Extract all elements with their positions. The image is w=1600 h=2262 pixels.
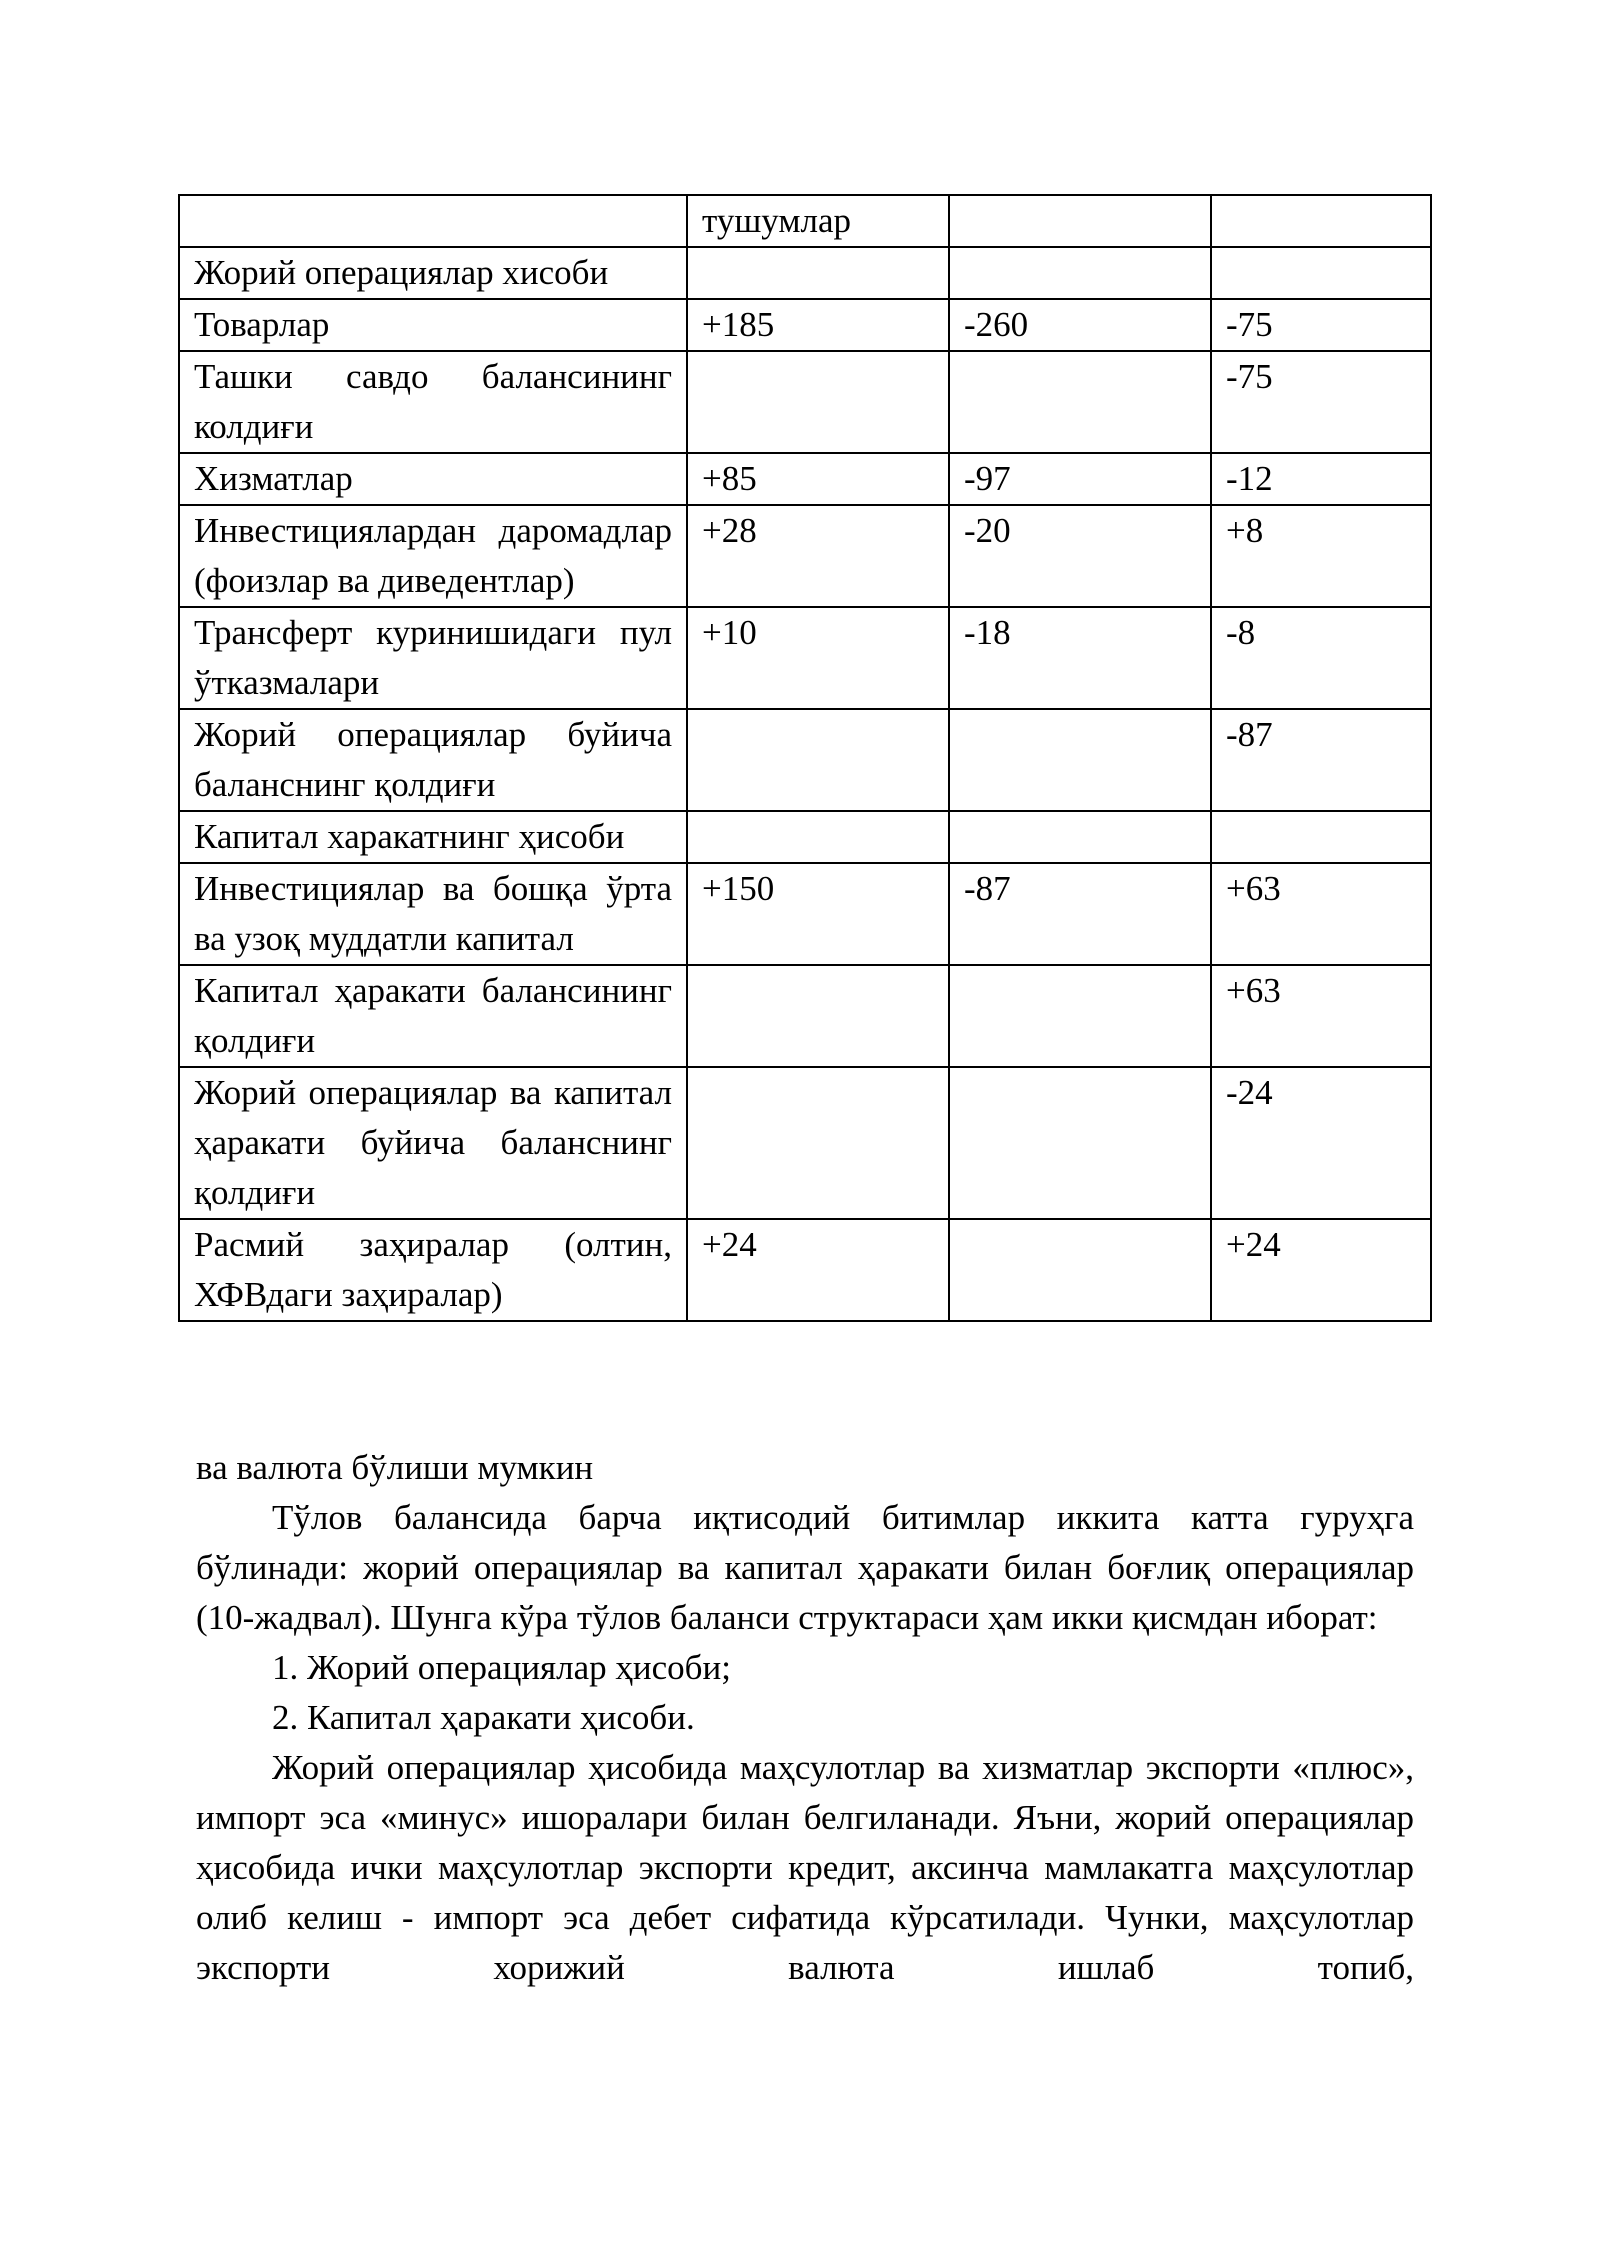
cell-payments — [949, 195, 1211, 247]
row-label: Инвестициялар ва бошқа ўрта ва узоқ муддатли капитал — [179, 863, 687, 965]
row-label: Капитал харакатнинг ҳисоби — [179, 811, 687, 863]
row-label: Хизматлар — [179, 453, 687, 505]
table-row — [179, 247, 1431, 299]
cell-receipts: +10 — [687, 607, 949, 709]
cell-payments: -260 — [949, 299, 1211, 351]
cell-payments: -97 — [949, 453, 1211, 505]
table-row — [179, 505, 1431, 607]
list-item: 2. Капитал ҳаракати ҳисоби. — [272, 1698, 695, 1737]
row-label: Товарлар — [179, 299, 687, 351]
cell-payments — [949, 709, 1211, 811]
cell-payments — [949, 811, 1211, 863]
cell-balance: -8 — [1211, 607, 1431, 709]
table-row — [179, 709, 1431, 811]
table-row — [179, 1219, 1431, 1321]
row-label: Трансферт куринишидаги пул ўтказмалари — [179, 607, 687, 709]
table-row — [179, 607, 1431, 709]
cell-receipts — [687, 1067, 949, 1219]
table-row — [179, 453, 1431, 505]
cell-payments — [949, 1219, 1211, 1321]
row-label: Ташки савдо балансининг колдиғи — [179, 351, 687, 453]
cell-balance: -24 — [1211, 1067, 1431, 1219]
cell-receipts — [687, 811, 949, 863]
cell-balance: +24 — [1211, 1219, 1431, 1321]
row-label: Капитал ҳаракати балансининг қолдиғи — [179, 965, 687, 1067]
cell-balance: -87 — [1211, 709, 1431, 811]
cell-balance: -12 — [1211, 453, 1431, 505]
row-label: Инвестициялардан даромадлар (фоизлар ва диведентлар) — [179, 505, 687, 607]
cell-receipts — [687, 709, 949, 811]
paragraph: Жорий операциялар ҳисобида маҳсулотлар ва хизматлар экспорти «плюс», импорт эса «минус» ишоралари билан белгиланади. Яъни, жорий операциялар ҳисобида ички маҳсулотлар экспорти кредит, аксинча мамлакатга маҳсулотлар олиб келиш - импорт эса дебет сифатида кўрсатилади. Чунки, маҳсулотлар экспорти хорижий валюта ишлаб топиб, — [196, 1748, 1414, 1987]
cell-balance: +63 — [1211, 863, 1431, 965]
table-row — [179, 965, 1431, 1067]
cell-receipts — [687, 247, 949, 299]
cell-balance — [1211, 247, 1431, 299]
paragraph: Тўлов балансида барча иқтисодий битимлар иккита катта гуруҳга бўлинади: жорий операциялар ва капитал ҳаракати билан боғлиқ операциялар (10-жадвал). Шунга кўра тўлов баланси структараси ҳам икки қисмдан иборат: — [196, 1498, 1414, 1637]
cell-balance — [1211, 811, 1431, 863]
row-label: Жорий операциялар ва капитал ҳаракати буйича баланснинг қолдиғи — [179, 1067, 687, 1219]
cell-payments — [949, 247, 1211, 299]
row-label: Жорий операциялар буйича баланснинг қолдиғи — [179, 709, 687, 811]
body-text — [196, 1443, 1414, 1993]
cell-payments: -18 — [949, 607, 1211, 709]
table-row — [179, 1067, 1431, 1219]
paragraph: ва валюта бўлиши мумкин — [196, 1448, 594, 1487]
cell-balance: -75 — [1211, 351, 1431, 453]
cell-payments — [949, 351, 1211, 453]
cell-balance — [1211, 195, 1431, 247]
cell-receipts: +150 — [687, 863, 949, 965]
cell-balance: +8 — [1211, 505, 1431, 607]
cell-receipts — [687, 965, 949, 1067]
table-row — [179, 195, 1431, 247]
row-label — [179, 195, 687, 247]
table-row — [179, 811, 1431, 863]
table-row — [179, 299, 1431, 351]
cell-payments — [949, 965, 1211, 1067]
cell-payments — [949, 1067, 1211, 1219]
table-row — [179, 351, 1431, 453]
balance-of-payments-table — [178, 194, 1432, 1322]
cell-payments: -87 — [949, 863, 1211, 965]
row-label: Жорий операциялар хисоби — [179, 247, 687, 299]
cell-receipts: тушумлар — [687, 195, 949, 247]
cell-receipts: +24 — [687, 1219, 949, 1321]
row-label: Расмий заҳиралар (олтин, ХФВдаги заҳиралар) — [179, 1219, 687, 1321]
cell-receipts — [687, 351, 949, 453]
cell-receipts: +28 — [687, 505, 949, 607]
table-row — [179, 863, 1431, 965]
cell-balance: +63 — [1211, 965, 1431, 1067]
cell-receipts: +85 — [687, 453, 949, 505]
list-item: 1. Жорий операциялар ҳисоби; — [272, 1648, 731, 1687]
cell-payments: -20 — [949, 505, 1211, 607]
cell-receipts: +185 — [687, 299, 949, 351]
cell-balance: -75 — [1211, 299, 1431, 351]
